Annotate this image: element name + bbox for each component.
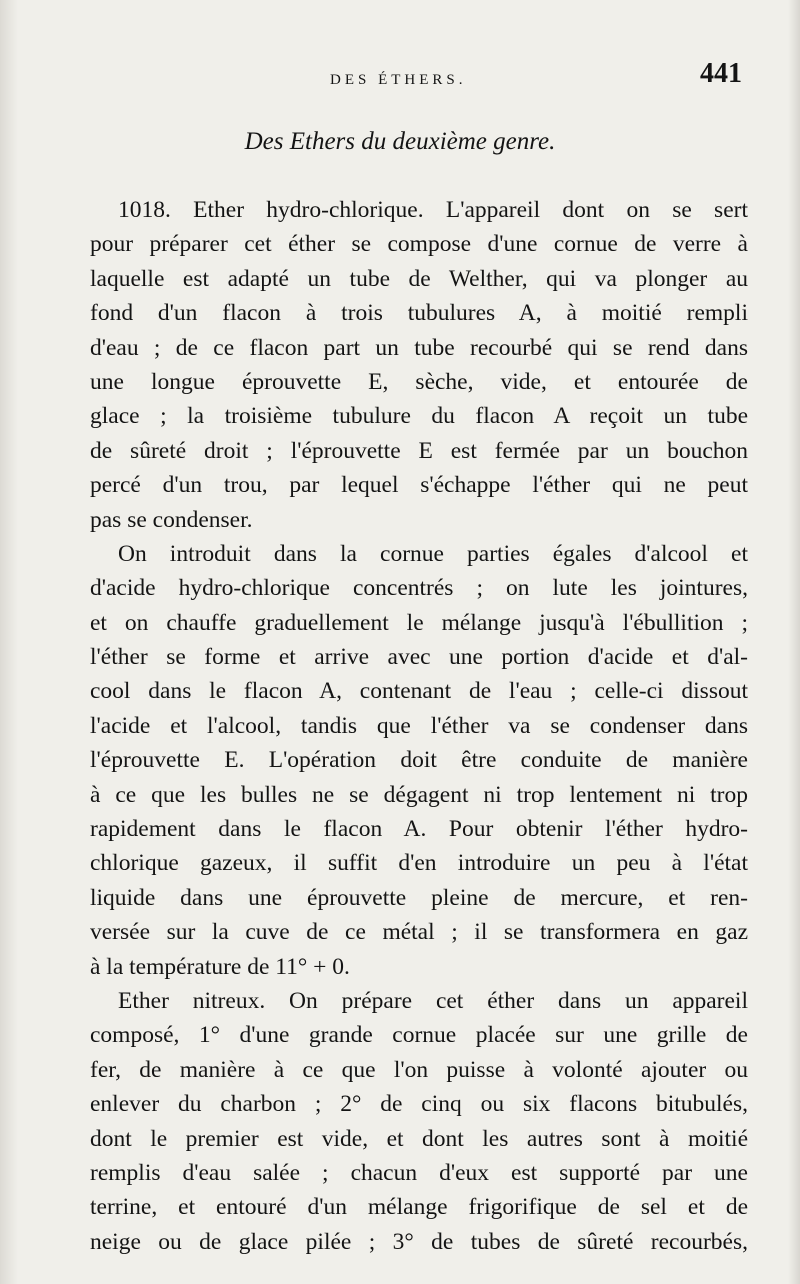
text-line: à ce que les bulles ne se dégagent ni trop lentement ni trop	[90, 781, 748, 808]
text-line: fond d'un flacon à trois tubulures A, à moitié rempli	[90, 300, 748, 327]
text-line: d'eau ; de ce flacon part un tube recourbé qui se rend dans	[90, 334, 748, 361]
text-line: glace ; la troisième tubulure du flacon A reçoit un tube	[90, 403, 748, 430]
page-gutter-shadow	[0, 0, 18, 1284]
text-line: fer, de manière à ce que l'on puisse à volonté ajouter ou	[90, 1056, 748, 1083]
page-header	[0, 58, 800, 98]
text-line: pour préparer cet éther se compose d'une cornue de verre à	[90, 231, 748, 258]
text-line: 1018. Ether hydro-chlorique. L'appareil dont on se sert	[118, 197, 748, 223]
text-line: l'éprouvette E. L'opération doit être conduite de manière	[90, 747, 748, 774]
text-line: neige ou de glace pilée ; 3° de tubes de sûreté recourbés,	[90, 1228, 748, 1255]
text-line: et on chauffe graduellement le mélange jusqu'à l'ébullition ;	[90, 609, 748, 636]
text-line: terrine, et entouré d'un mélange frigorifique de sel et de	[90, 1194, 748, 1221]
text-line: On introduit dans la cornue parties égales d'alcool et	[118, 540, 748, 567]
text-line: cool dans le flacon A, contenant de l'eau ; celle-ci dissout	[90, 678, 748, 705]
text-line: enlever du charbon ; 2° de cinq ou six flacons bitubulés,	[90, 1091, 748, 1118]
page-number: 441	[700, 58, 742, 89]
text-line: percé d'un trou, par lequel s'échappe l'éther qui ne peut	[90, 472, 748, 499]
section-title: Des Ethers du deuxième genre.	[244, 128, 556, 155]
text-line: à la température de 11° + 0.	[90, 953, 350, 980]
text-line: dont le premier est vide, et dont les autres sont à moitié	[90, 1125, 748, 1152]
text-line: remplis d'eau salée ; chacun d'eux est supporté par une	[90, 1159, 748, 1186]
text-line: une longue éprouvette E, sèche, vide, et entourée de	[90, 368, 748, 395]
text-line: composé, 1° d'une grande cornue placée sur une grille de	[90, 1022, 748, 1049]
text-line: Ether nitreux. On prépare cet éther dans un appareil	[118, 987, 748, 1014]
text-line: pas se condenser.	[90, 506, 253, 533]
text-line: de sûreté droit ; l'éprouvette E est fermée par un bouchon	[90, 437, 748, 464]
text-line: d'acide hydro-chlorique concentrés ; on lute les jointures,	[90, 575, 748, 602]
body-text	[90, 193, 748, 1259]
text-line: rapidement dans le flacon A. Pour obtenir l'éther hydro-	[90, 816, 748, 843]
text-line: laquelle est adapté un tube de Welther, qui va plonger au	[90, 265, 748, 292]
text-line: liquide dans une éprouvette pleine de mercure, et ren-	[90, 884, 748, 911]
page-edge-shadow	[788, 0, 800, 1284]
text-line: l'éther se forme et arrive avec une portion d'acide et d'al-	[90, 644, 748, 671]
text-line: versée sur la cuve de ce métal ; il se transformera en gaz	[90, 919, 748, 946]
text-line: chlorique gazeux, il suffit d'en introduire un peu à l'état	[90, 850, 748, 877]
text-line: l'acide et l'alcool, tandis que l'éther va se condenser dans	[90, 712, 748, 739]
running-head: DES ÉTHERS.	[330, 72, 467, 88]
